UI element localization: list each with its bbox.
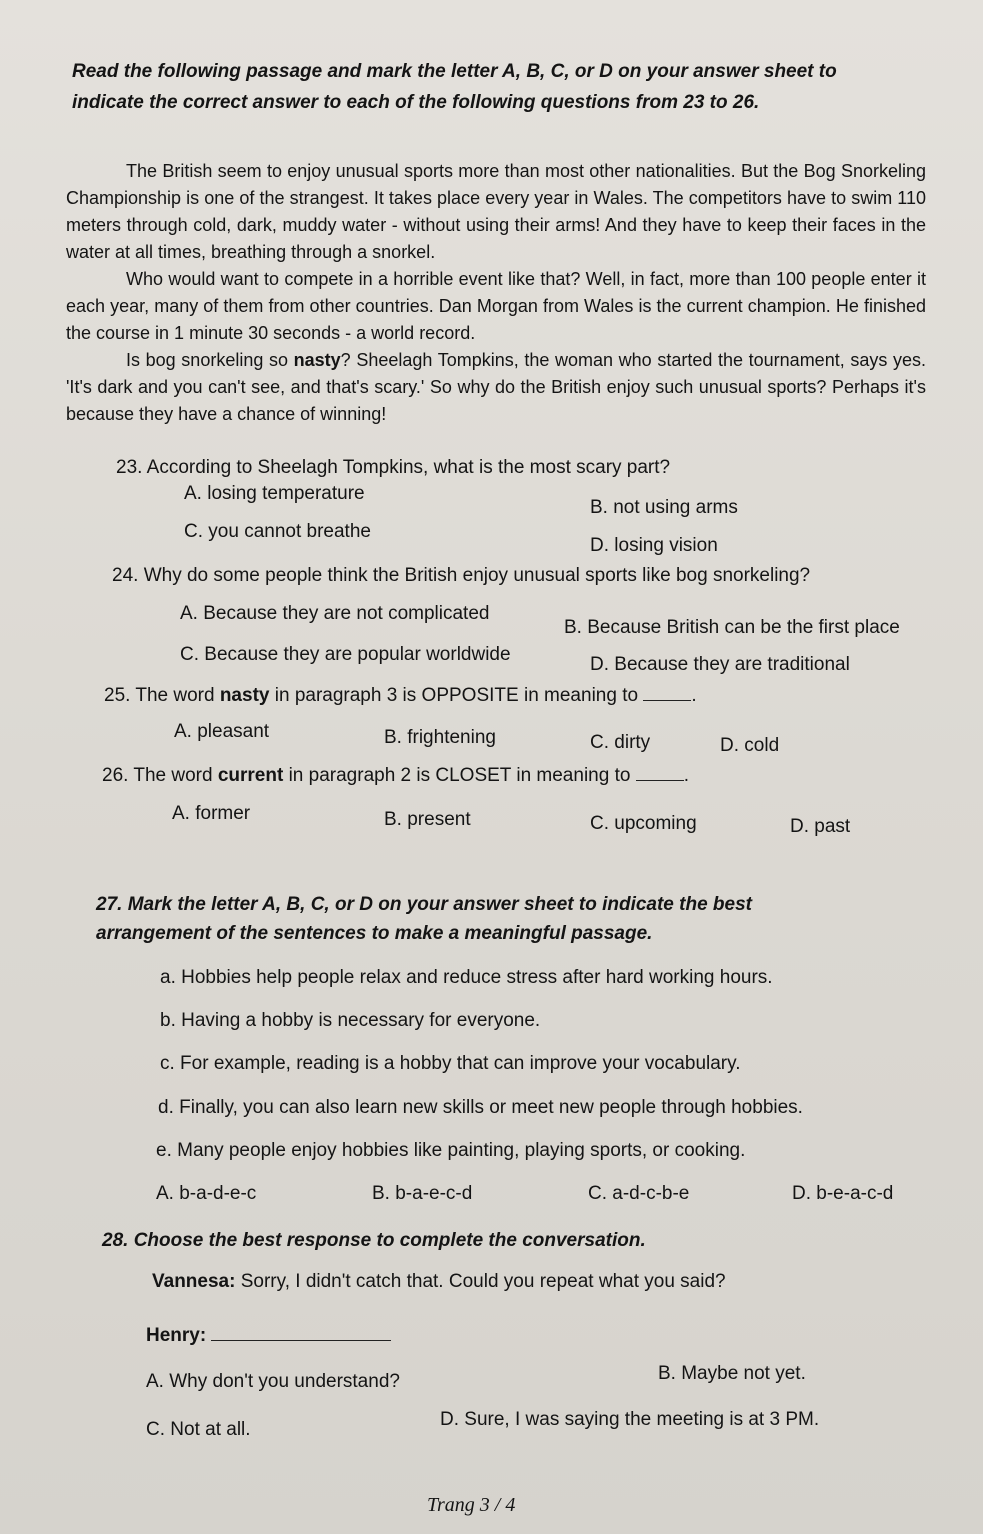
paragraph-3-keyword: nasty xyxy=(293,350,341,370)
q25-keyword: nasty xyxy=(219,685,270,706)
paragraph-2-text: Who would want to compete in a horrible event like that? Well, in fact, more than 100 people enter it each year, many of them from other countries. Dan Morgan from Wales is the current champion. He finished the course in 1 minute 30 seconds - a world record. xyxy=(66,269,926,343)
instructions: Read the following passage and mark the letter A, B, C, or D on your answer sheet to indicate the correct answer to each of the following questions from 23 to 26. xyxy=(72,61,837,113)
q25-text-b: in paragraph 3 is OPPOSITE in meaning to xyxy=(269,685,639,706)
q26-option-a[interactable]: A. former xyxy=(172,803,251,824)
q24-option-d[interactable]: D. Because they are traditional xyxy=(590,654,850,675)
q25-option-a[interactable]: A. pleasant xyxy=(174,721,270,742)
q24-option-a[interactable]: A. Because they are not complicated xyxy=(180,603,490,624)
q24-option-b[interactable]: B. Because British can be the first place xyxy=(564,617,900,638)
q26-option-c[interactable]: C. upcoming xyxy=(590,813,697,834)
q25-text-a: 25. The word xyxy=(104,685,220,706)
q27-option-c[interactable]: C. a-d-c-b-e xyxy=(588,1183,690,1204)
q25-option-d[interactable]: D. cold xyxy=(720,735,780,756)
q27-option-d[interactable]: D. b-e-a-c-d xyxy=(792,1183,894,1204)
question-25 xyxy=(104,684,697,708)
paragraph-2 xyxy=(66,266,926,347)
q28-option-d[interactable]: D. Sure, I was saying the meeting is at 3 PM. xyxy=(440,1409,820,1430)
q28-option-c[interactable]: C. Not at all. xyxy=(146,1419,251,1440)
conversation-line-1 xyxy=(152,1270,726,1294)
q23-option-c[interactable]: C. you cannot breathe xyxy=(184,521,371,542)
q23-option-d[interactable]: D. losing vision xyxy=(590,535,718,556)
speaker-vannesa: Vannesa: xyxy=(152,1271,236,1292)
q23-option-a[interactable]: A. losing temperature xyxy=(184,483,365,504)
q25-option-c[interactable]: C. dirty xyxy=(590,732,651,753)
q28-option-b[interactable]: B. Maybe not yet. xyxy=(658,1363,806,1384)
paragraph-1 xyxy=(66,158,926,266)
q26-option-d[interactable]: D. past xyxy=(790,816,851,837)
q25-option-b[interactable]: B. frightening xyxy=(384,727,496,748)
q27-sentence-e: e. Many people enjoy hobbies like painting, playing sports, or cooking. xyxy=(156,1140,746,1161)
paragraph-1-text: The British seem to enjoy unusual sports more than most other nationalities. But the Bog Snorkeling Championship is one of the strangest. It takes place every year in Wales. The competitors have to swim 110 meters through cold, dark, muddy water - without using their arms! And they have to keep their faces in the water at all times, breathing through a snorkel. xyxy=(66,161,926,262)
q25-blank xyxy=(643,684,691,701)
q27-option-a[interactable]: A. b-a-d-e-c xyxy=(156,1183,257,1204)
question-23: 23. According to Sheelagh Tompkins, what is the most scary part? xyxy=(116,457,671,478)
paragraph-3-text-a: Is bog snorkeling so xyxy=(126,350,294,370)
conversation-line-2 xyxy=(146,1324,391,1348)
q27-sentence-b: b. Having a hobby is necessary for everyone. xyxy=(160,1010,541,1031)
q24-option-c[interactable]: C. Because they are popular worldwide xyxy=(180,644,511,665)
q26-text-a: 26. The word xyxy=(102,765,218,786)
q27-option-b[interactable]: B. b-a-e-c-d xyxy=(372,1183,473,1204)
q25-end: . xyxy=(691,685,697,706)
henry-blank xyxy=(211,1324,391,1341)
q23-option-b[interactable]: B. not using arms xyxy=(590,497,738,518)
question-24: 24. Why do some people think the British enjoy unusual sports like bog snorkeling? xyxy=(112,565,811,586)
question-26 xyxy=(102,764,689,788)
paragraph-3-text-b: ? Sheelagh Tompkins, the woman who started the tournament, says yes. 'It's dark and you can't see, and that's scary.' So why do the British enjoy such unusual sports? Perhaps it's because they have a chance of winning! xyxy=(66,350,926,424)
speaker-henry: Henry: xyxy=(146,1325,207,1346)
q27-sentence-c: c. For example, reading is a hobby that can improve your vocabulary. xyxy=(160,1053,741,1074)
q27-sentence-d: d. Finally, you can also learn new skills or meet new people through hobbies. xyxy=(158,1097,803,1118)
q26-blank xyxy=(636,764,684,781)
vannesa-line: Sorry, I didn't catch that. Could you repeat what you said? xyxy=(235,1271,726,1292)
q27-sentence-a: a. Hobbies help people relax and reduce stress after hard working hours. xyxy=(160,967,773,988)
question-27-heading: 27. Mark the letter A, B, C, or D on your answer sheet to indicate the best arrangement of the sentences to make a meaningful passage. xyxy=(96,894,753,944)
page-number: Trang 3 / 4 xyxy=(427,1494,516,1516)
q26-end: . xyxy=(683,765,689,786)
q28-option-a[interactable]: A. Why don't you understand? xyxy=(146,1371,400,1392)
question-28-heading: 28. Choose the best response to complete the conversation. xyxy=(102,1230,646,1251)
paragraph-3 xyxy=(66,347,926,428)
q26-option-b[interactable]: B. present xyxy=(384,809,471,830)
q26-keyword: current xyxy=(217,765,284,786)
q26-text-b: in paragraph 2 is CLOSET in meaning to xyxy=(283,765,631,786)
